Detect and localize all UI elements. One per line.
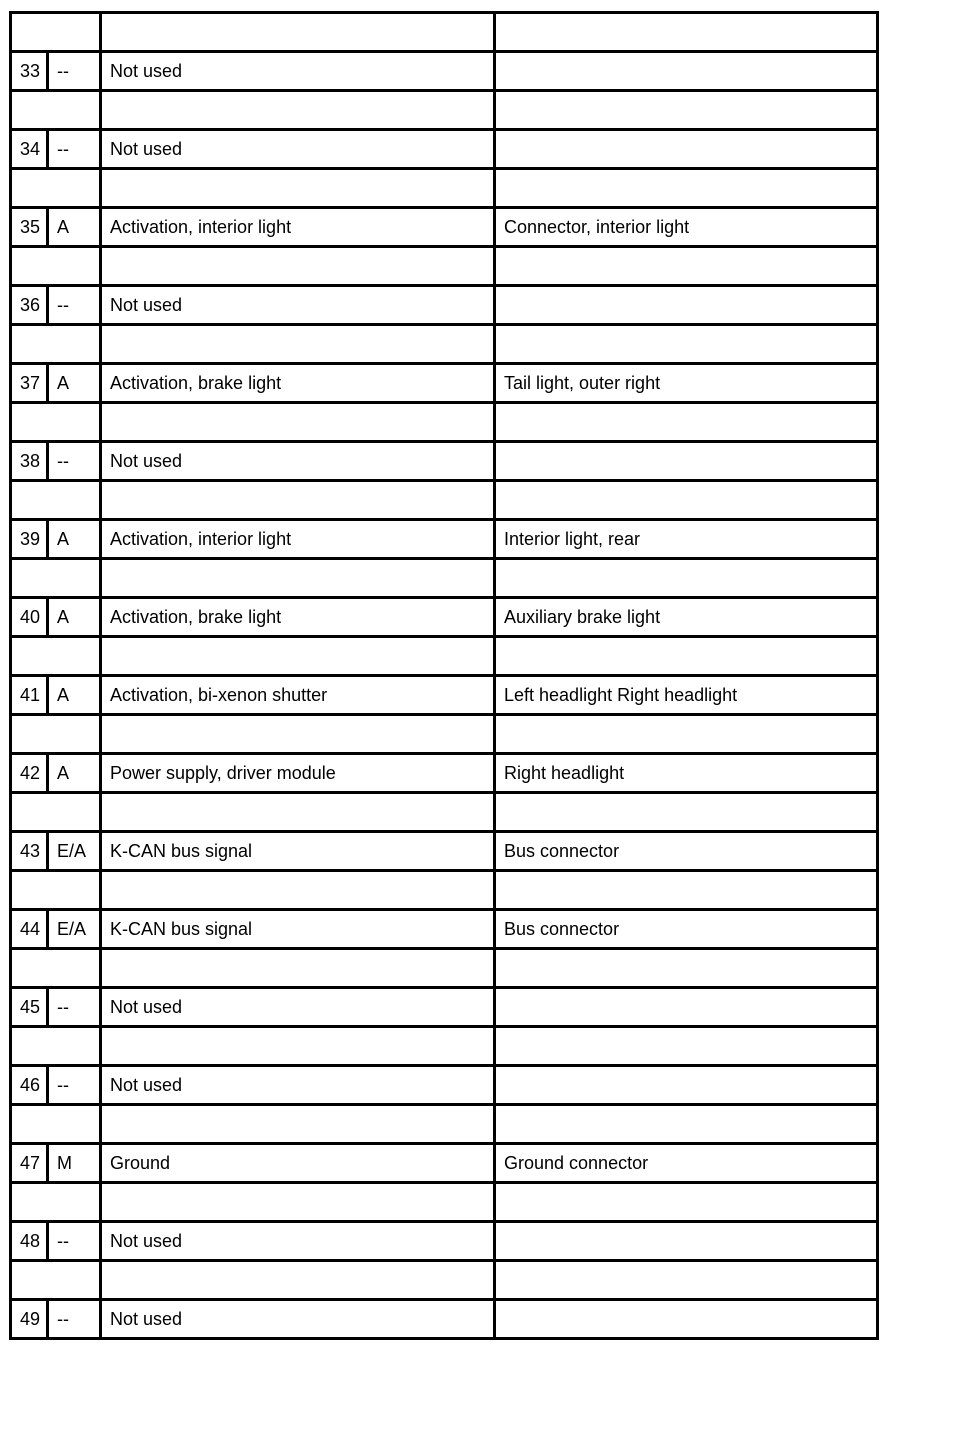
type-cell: -- — [48, 1222, 101, 1261]
spacer-cell — [495, 559, 878, 598]
pin-cell: 44 — [11, 910, 48, 949]
pin-assignment-table — [9, 11, 879, 1340]
component-cell: Ground connector — [495, 1144, 878, 1183]
pin-cell: 37 — [11, 364, 48, 403]
spacer-cell — [101, 793, 495, 832]
component-cell: Bus connector — [495, 910, 878, 949]
function-cell: Not used — [101, 988, 495, 1027]
function-cell: Not used — [101, 1066, 495, 1105]
pin-cell: 35 — [11, 208, 48, 247]
spacer-cell — [11, 1261, 101, 1300]
table-row — [11, 676, 878, 715]
table-row — [11, 52, 878, 91]
function-cell: Not used — [101, 286, 495, 325]
pin-cell: 48 — [11, 1222, 48, 1261]
function-cell: Power supply, driver module — [101, 754, 495, 793]
spacer-cell — [495, 871, 878, 910]
table-row — [11, 988, 878, 1027]
function-cell: Not used — [101, 52, 495, 91]
spacer-cell — [495, 169, 878, 208]
component-cell: Interior light, rear — [495, 520, 878, 559]
spacer-cell — [495, 13, 878, 52]
pin-cell: 34 — [11, 130, 48, 169]
spacer-row — [11, 169, 878, 208]
function-cell: Activation, brake light — [101, 598, 495, 637]
spacer-row — [11, 13, 878, 52]
spacer-row — [11, 1027, 878, 1066]
table-row — [11, 130, 878, 169]
function-cell: Not used — [101, 1300, 495, 1339]
pin-cell: 41 — [11, 676, 48, 715]
spacer-row — [11, 1183, 878, 1222]
spacer-cell — [11, 559, 101, 598]
spacer-row — [11, 325, 878, 364]
spacer-cell — [101, 403, 495, 442]
spacer-cell — [101, 637, 495, 676]
spacer-cell — [495, 1105, 878, 1144]
spacer-cell — [495, 91, 878, 130]
pin-cell: 36 — [11, 286, 48, 325]
spacer-row — [11, 1105, 878, 1144]
spacer-cell — [11, 871, 101, 910]
table-row — [11, 1144, 878, 1183]
table-row — [11, 598, 878, 637]
function-cell: Not used — [101, 130, 495, 169]
type-cell: -- — [48, 130, 101, 169]
type-cell: -- — [48, 1066, 101, 1105]
pin-cell: 43 — [11, 832, 48, 871]
type-cell: E/A — [48, 832, 101, 871]
spacer-cell — [495, 637, 878, 676]
spacer-cell — [495, 1027, 878, 1066]
component-cell — [495, 988, 878, 1027]
table-row — [11, 364, 878, 403]
spacer-cell — [101, 13, 495, 52]
spacer-row — [11, 715, 878, 754]
component-cell: Connector, interior light — [495, 208, 878, 247]
pin-cell: 45 — [11, 988, 48, 1027]
spacer-cell — [495, 715, 878, 754]
spacer-cell — [495, 325, 878, 364]
pin-cell: 40 — [11, 598, 48, 637]
spacer-row — [11, 559, 878, 598]
spacer-cell — [11, 1027, 101, 1066]
function-cell: Not used — [101, 1222, 495, 1261]
spacer-cell — [11, 169, 101, 208]
function-cell: K-CAN bus signal — [101, 910, 495, 949]
function-cell: K-CAN bus signal — [101, 832, 495, 871]
table-row — [11, 910, 878, 949]
spacer-cell — [11, 91, 101, 130]
pin-cell: 46 — [11, 1066, 48, 1105]
function-cell: Activation, brake light — [101, 364, 495, 403]
spacer-cell — [495, 403, 878, 442]
component-cell: Right headlight — [495, 754, 878, 793]
table-row — [11, 1300, 878, 1339]
spacer-cell — [101, 559, 495, 598]
spacer-cell — [11, 247, 101, 286]
table-row — [11, 442, 878, 481]
component-cell — [495, 1300, 878, 1339]
pin-cell: 38 — [11, 442, 48, 481]
type-cell: -- — [48, 442, 101, 481]
spacer-cell — [101, 1183, 495, 1222]
component-cell: Tail light, outer right — [495, 364, 878, 403]
spacer-row — [11, 871, 878, 910]
component-cell — [495, 1222, 878, 1261]
function-cell: Ground — [101, 1144, 495, 1183]
pin-cell: 49 — [11, 1300, 48, 1339]
spacer-row — [11, 949, 878, 988]
type-cell: -- — [48, 1300, 101, 1339]
spacer-cell — [101, 91, 495, 130]
spacer-cell — [11, 481, 101, 520]
spacer-cell — [101, 481, 495, 520]
spacer-row — [11, 247, 878, 286]
spacer-cell — [101, 871, 495, 910]
component-cell — [495, 52, 878, 91]
pin-cell: 39 — [11, 520, 48, 559]
function-cell: Not used — [101, 442, 495, 481]
table-row — [11, 286, 878, 325]
spacer-cell — [11, 325, 101, 364]
function-cell: Activation, bi-xenon shutter — [101, 676, 495, 715]
table-row — [11, 832, 878, 871]
component-cell — [495, 286, 878, 325]
spacer-row — [11, 637, 878, 676]
spacer-row — [11, 403, 878, 442]
pin-cell: 33 — [11, 52, 48, 91]
table-row — [11, 754, 878, 793]
table-row — [11, 208, 878, 247]
spacer-cell — [11, 949, 101, 988]
pin-cell: 42 — [11, 754, 48, 793]
function-cell: Activation, interior light — [101, 520, 495, 559]
type-cell: -- — [48, 988, 101, 1027]
spacer-cell — [101, 1027, 495, 1066]
spacer-cell — [11, 715, 101, 754]
spacer-cell — [495, 1183, 878, 1222]
type-cell: E/A — [48, 910, 101, 949]
table-row — [11, 1222, 878, 1261]
type-cell: -- — [48, 52, 101, 91]
type-cell: A — [48, 364, 101, 403]
component-cell — [495, 1066, 878, 1105]
spacer-cell — [11, 13, 101, 52]
spacer-cell — [495, 793, 878, 832]
spacer-cell — [101, 1105, 495, 1144]
type-cell: A — [48, 754, 101, 793]
component-cell — [495, 442, 878, 481]
spacer-cell — [101, 169, 495, 208]
table-row — [11, 520, 878, 559]
function-cell: Activation, interior light — [101, 208, 495, 247]
spacer-cell — [495, 1261, 878, 1300]
type-cell: A — [48, 676, 101, 715]
spacer-cell — [11, 1105, 101, 1144]
spacer-cell — [495, 949, 878, 988]
spacer-cell — [101, 715, 495, 754]
pin-cell: 47 — [11, 1144, 48, 1183]
table-row — [11, 1066, 878, 1105]
type-cell: M — [48, 1144, 101, 1183]
component-cell: Auxiliary brake light — [495, 598, 878, 637]
spacer-cell — [101, 325, 495, 364]
type-cell: A — [48, 598, 101, 637]
component-cell — [495, 130, 878, 169]
component-cell: Bus connector — [495, 832, 878, 871]
type-cell: A — [48, 208, 101, 247]
component-cell: Left headlight Right headlight — [495, 676, 878, 715]
spacer-cell — [11, 403, 101, 442]
spacer-cell — [495, 481, 878, 520]
spacer-row — [11, 793, 878, 832]
spacer-row — [11, 481, 878, 520]
type-cell: A — [48, 520, 101, 559]
spacer-row — [11, 1261, 878, 1300]
spacer-cell — [11, 793, 101, 832]
spacer-cell — [11, 637, 101, 676]
spacer-cell — [101, 949, 495, 988]
spacer-row — [11, 91, 878, 130]
spacer-cell — [101, 247, 495, 286]
spacer-cell — [11, 1183, 101, 1222]
spacer-cell — [101, 1261, 495, 1300]
spacer-cell — [495, 247, 878, 286]
type-cell: -- — [48, 286, 101, 325]
pin-table-body — [11, 13, 878, 1339]
